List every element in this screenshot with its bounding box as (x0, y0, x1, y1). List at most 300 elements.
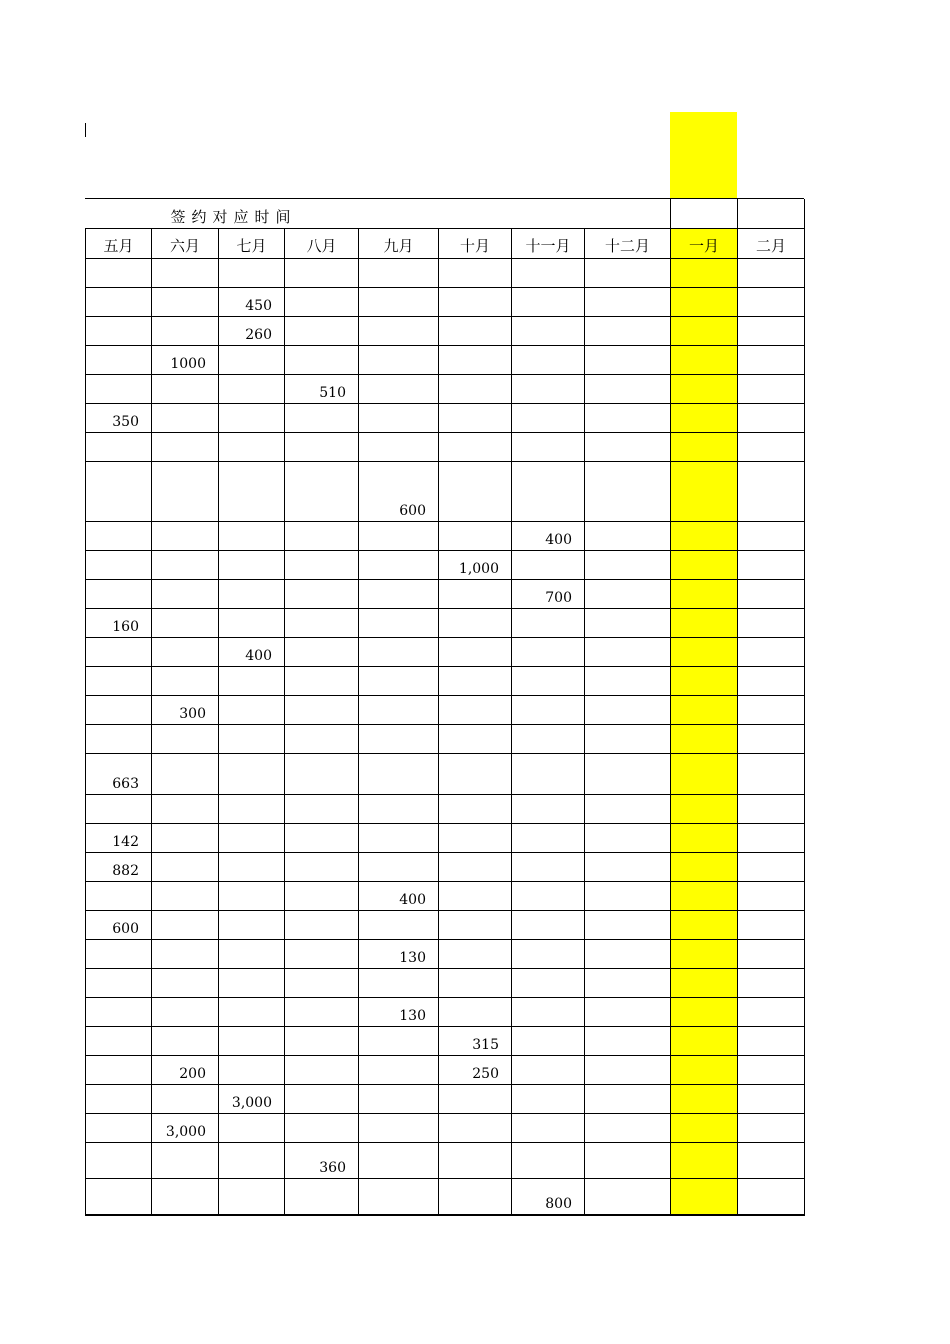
table-cell[interactable] (219, 910, 285, 939)
table-cell[interactable] (738, 997, 805, 1026)
table-cell[interactable] (738, 1178, 805, 1215)
table-cell[interactable] (671, 374, 738, 403)
table-cell[interactable] (359, 823, 439, 852)
table-cell[interactable]: 400 (219, 637, 285, 666)
table-cell[interactable] (219, 997, 285, 1026)
table-cell[interactable] (439, 345, 512, 374)
sheet-title[interactable]: 签约对应时间 (86, 199, 671, 228)
table-cell[interactable]: 450 (219, 287, 285, 316)
table-cell[interactable] (439, 374, 512, 403)
table-cell[interactable] (585, 997, 671, 1026)
table-cell[interactable] (152, 316, 219, 345)
table-cell[interactable] (512, 550, 585, 579)
table-cell[interactable] (359, 666, 439, 695)
table-cell[interactable] (86, 550, 152, 579)
table-cell[interactable] (671, 997, 738, 1026)
table-cell[interactable] (219, 608, 285, 637)
table-cell[interactable] (671, 724, 738, 753)
table-cell[interactable] (219, 374, 285, 403)
table-cell[interactable] (285, 1055, 359, 1084)
table-cell[interactable] (86, 881, 152, 910)
table-cell[interactable] (285, 724, 359, 753)
table-cell[interactable] (86, 1113, 152, 1142)
table-cell[interactable] (512, 461, 585, 521)
table-cell[interactable] (671, 881, 738, 910)
table-cell[interactable] (152, 461, 219, 521)
table-cell[interactable] (219, 345, 285, 374)
table-cell[interactable] (359, 1113, 439, 1142)
table-cell[interactable] (439, 258, 512, 287)
table-cell[interactable] (439, 695, 512, 724)
table-cell[interactable] (152, 968, 219, 997)
table-cell[interactable] (359, 258, 439, 287)
table-cell[interactable] (439, 432, 512, 461)
table-cell[interactable] (86, 1055, 152, 1084)
table-cell[interactable] (359, 374, 439, 403)
table-cell[interactable] (285, 432, 359, 461)
table-cell[interactable]: 3,000 (219, 1084, 285, 1113)
table-cell[interactable] (152, 852, 219, 881)
table-cell[interactable] (512, 939, 585, 968)
table-cell[interactable] (738, 968, 805, 997)
table-cell[interactable] (585, 910, 671, 939)
table-cell[interactable] (285, 666, 359, 695)
table-cell[interactable] (219, 1026, 285, 1055)
table-cell[interactable] (86, 1084, 152, 1113)
table-cell[interactable] (359, 1055, 439, 1084)
table-cell[interactable] (512, 637, 585, 666)
table-cell[interactable] (585, 316, 671, 345)
table-cell[interactable] (671, 910, 738, 939)
table-cell[interactable] (585, 579, 671, 608)
table-cell[interactable]: 600 (359, 461, 439, 521)
table-cell[interactable] (86, 461, 152, 521)
table-cell[interactable] (671, 939, 738, 968)
table-cell[interactable] (671, 579, 738, 608)
table-cell[interactable] (585, 852, 671, 881)
table-cell[interactable] (285, 881, 359, 910)
table-cell[interactable] (359, 695, 439, 724)
table-cell[interactable] (219, 939, 285, 968)
month-header-10[interactable]: 二月 (738, 228, 805, 258)
table-cell[interactable] (439, 794, 512, 823)
table-cell[interactable] (512, 997, 585, 1026)
table-cell[interactable] (512, 345, 585, 374)
table-cell[interactable] (512, 608, 585, 637)
table-cell[interactable] (285, 997, 359, 1026)
table-cell[interactable] (439, 1142, 512, 1178)
table-cell[interactable] (512, 1055, 585, 1084)
table-cell[interactable]: 315 (439, 1026, 512, 1055)
table-cell[interactable] (439, 608, 512, 637)
table-cell[interactable] (359, 403, 439, 432)
table-cell[interactable] (738, 287, 805, 316)
table-cell[interactable] (738, 521, 805, 550)
table-cell[interactable] (585, 521, 671, 550)
table-cell[interactable] (738, 794, 805, 823)
table-cell[interactable] (359, 1084, 439, 1113)
table-cell[interactable] (738, 1142, 805, 1178)
table-cell[interactable] (738, 1026, 805, 1055)
table-cell[interactable] (738, 403, 805, 432)
table-cell[interactable] (671, 287, 738, 316)
table-cell[interactable] (738, 345, 805, 374)
table-cell[interactable] (359, 345, 439, 374)
table-cell[interactable] (512, 823, 585, 852)
table-cell[interactable] (219, 794, 285, 823)
table-cell[interactable] (285, 345, 359, 374)
table-cell[interactable]: 360 (285, 1142, 359, 1178)
table-cell[interactable] (219, 753, 285, 794)
table-cell[interactable] (152, 637, 219, 666)
table-cell[interactable] (738, 461, 805, 521)
table-cell[interactable] (285, 258, 359, 287)
table-cell[interactable] (585, 968, 671, 997)
table-cell[interactable] (512, 753, 585, 794)
table-cell[interactable] (152, 823, 219, 852)
month-header-4[interactable]: 八月 (285, 228, 359, 258)
table-cell[interactable] (359, 521, 439, 550)
table-cell[interactable] (671, 432, 738, 461)
table-cell[interactable] (219, 724, 285, 753)
table-cell[interactable] (152, 753, 219, 794)
table-cell[interactable] (671, 1055, 738, 1084)
table-cell[interactable] (671, 968, 738, 997)
table-cell[interactable] (671, 666, 738, 695)
table-cell[interactable] (671, 521, 738, 550)
table-cell[interactable] (285, 1084, 359, 1113)
table-cell[interactable] (219, 823, 285, 852)
table-cell[interactable]: 400 (359, 881, 439, 910)
table-cell[interactable] (285, 608, 359, 637)
month-header-7[interactable]: 十一月 (512, 228, 585, 258)
table-cell[interactable] (439, 939, 512, 968)
table-cell[interactable] (585, 345, 671, 374)
table-cell[interactable] (671, 794, 738, 823)
table-cell[interactable] (152, 910, 219, 939)
table-cell[interactable] (285, 521, 359, 550)
table-cell[interactable] (585, 753, 671, 794)
table-cell[interactable] (285, 316, 359, 345)
table-cell[interactable] (219, 432, 285, 461)
title-blank-cell[interactable] (738, 199, 805, 228)
table-cell[interactable] (152, 666, 219, 695)
table-cell[interactable] (439, 521, 512, 550)
table-cell[interactable] (285, 968, 359, 997)
table-cell[interactable]: 700 (512, 579, 585, 608)
table-cell[interactable] (86, 432, 152, 461)
table-cell[interactable] (738, 316, 805, 345)
table-cell[interactable] (359, 724, 439, 753)
table-cell[interactable] (585, 287, 671, 316)
table-cell[interactable] (738, 695, 805, 724)
table-cell[interactable] (152, 403, 219, 432)
table-cell[interactable] (585, 1084, 671, 1113)
table-cell[interactable] (86, 724, 152, 753)
table-cell[interactable] (585, 403, 671, 432)
table-cell[interactable] (152, 608, 219, 637)
table-cell[interactable] (738, 1055, 805, 1084)
table-cell[interactable]: 250 (439, 1055, 512, 1084)
table-cell[interactable] (671, 461, 738, 521)
table-cell[interactable] (152, 724, 219, 753)
table-cell[interactable] (152, 374, 219, 403)
table-cell[interactable] (152, 881, 219, 910)
table-cell[interactable] (86, 695, 152, 724)
table-cell[interactable] (738, 637, 805, 666)
table-cell[interactable] (671, 1026, 738, 1055)
table-cell[interactable] (219, 1113, 285, 1142)
table-cell[interactable] (439, 461, 512, 521)
table-cell[interactable] (359, 608, 439, 637)
table-cell[interactable]: 882 (86, 852, 152, 881)
table-cell[interactable] (219, 968, 285, 997)
table-cell[interactable] (512, 724, 585, 753)
table-cell[interactable] (585, 724, 671, 753)
table-cell[interactable] (512, 374, 585, 403)
table-cell[interactable] (585, 1055, 671, 1084)
table-cell[interactable]: 600 (86, 910, 152, 939)
table-cell[interactable] (359, 1142, 439, 1178)
table-cell[interactable] (585, 666, 671, 695)
table-cell[interactable] (285, 794, 359, 823)
table-cell[interactable] (738, 910, 805, 939)
table-cell[interactable] (285, 579, 359, 608)
table-cell[interactable] (285, 695, 359, 724)
table-cell[interactable] (585, 1142, 671, 1178)
table-cell[interactable] (585, 432, 671, 461)
table-cell[interactable] (671, 1178, 738, 1215)
table-cell[interactable] (738, 852, 805, 881)
table-cell[interactable] (671, 852, 738, 881)
table-cell[interactable] (439, 1178, 512, 1215)
table-cell[interactable] (285, 1178, 359, 1215)
table-cell[interactable] (86, 374, 152, 403)
table-cell[interactable] (285, 753, 359, 794)
table-cell[interactable] (359, 316, 439, 345)
table-cell[interactable] (285, 461, 359, 521)
table-cell[interactable] (152, 1084, 219, 1113)
table-cell[interactable] (738, 374, 805, 403)
table-cell[interactable]: 260 (219, 316, 285, 345)
table-cell[interactable] (152, 794, 219, 823)
table-cell[interactable] (219, 403, 285, 432)
table-cell[interactable] (359, 1178, 439, 1215)
month-header-8[interactable]: 十二月 (585, 228, 671, 258)
table-cell[interactable] (585, 1113, 671, 1142)
table-cell[interactable] (585, 823, 671, 852)
table-cell[interactable]: 130 (359, 939, 439, 968)
table-cell[interactable] (738, 823, 805, 852)
table-cell[interactable] (671, 1084, 738, 1113)
table-cell[interactable] (512, 432, 585, 461)
table-cell[interactable] (285, 637, 359, 666)
table-cell[interactable] (512, 695, 585, 724)
table-cell[interactable] (738, 1084, 805, 1113)
table-cell[interactable]: 130 (359, 997, 439, 1026)
table-cell[interactable] (512, 968, 585, 997)
table-cell[interactable] (359, 794, 439, 823)
table-cell[interactable] (671, 608, 738, 637)
table-cell[interactable] (439, 724, 512, 753)
table-cell[interactable] (219, 1178, 285, 1215)
table-cell[interactable] (86, 579, 152, 608)
month-header-2[interactable]: 六月 (152, 228, 219, 258)
table-cell[interactable] (585, 258, 671, 287)
table-cell[interactable] (439, 910, 512, 939)
table-cell[interactable] (512, 666, 585, 695)
table-cell[interactable] (359, 968, 439, 997)
table-cell[interactable] (585, 550, 671, 579)
table-cell[interactable]: 510 (285, 374, 359, 403)
table-cell[interactable] (512, 910, 585, 939)
table-cell[interactable] (671, 823, 738, 852)
table-cell[interactable] (585, 881, 671, 910)
month-header-3[interactable]: 七月 (219, 228, 285, 258)
month-header-9[interactable]: 一月 (671, 228, 738, 258)
table-cell[interactable] (86, 521, 152, 550)
table-cell[interactable] (738, 1113, 805, 1142)
table-cell[interactable] (738, 881, 805, 910)
table-cell[interactable] (359, 550, 439, 579)
table-cell[interactable] (152, 258, 219, 287)
table-cell[interactable] (285, 823, 359, 852)
table-cell[interactable] (439, 881, 512, 910)
month-header-5[interactable]: 九月 (359, 228, 439, 258)
table-cell[interactable] (512, 794, 585, 823)
table-cell[interactable] (152, 432, 219, 461)
table-cell[interactable] (738, 724, 805, 753)
table-cell[interactable]: 663 (86, 753, 152, 794)
table-cell[interactable] (439, 753, 512, 794)
table-cell[interactable] (439, 823, 512, 852)
table-cell[interactable] (671, 258, 738, 287)
table-cell[interactable] (738, 608, 805, 637)
table-cell[interactable] (285, 287, 359, 316)
table-cell[interactable] (359, 753, 439, 794)
table-cell[interactable] (671, 753, 738, 794)
table-cell[interactable] (671, 695, 738, 724)
table-cell[interactable] (585, 1178, 671, 1215)
table-cell[interactable] (219, 852, 285, 881)
table-cell[interactable] (285, 1113, 359, 1142)
table-cell[interactable] (152, 939, 219, 968)
table-cell[interactable] (86, 939, 152, 968)
table-cell[interactable] (86, 1178, 152, 1215)
table-cell[interactable] (86, 666, 152, 695)
table-cell[interactable] (219, 258, 285, 287)
table-cell[interactable] (738, 579, 805, 608)
table-cell[interactable] (219, 461, 285, 521)
table-cell[interactable] (439, 403, 512, 432)
table-cell[interactable] (219, 550, 285, 579)
table-cell[interactable] (512, 1084, 585, 1113)
table-cell[interactable] (86, 637, 152, 666)
table-cell[interactable] (585, 939, 671, 968)
table-cell[interactable] (219, 521, 285, 550)
table-cell[interactable] (439, 287, 512, 316)
table-cell[interactable] (738, 666, 805, 695)
table-cell[interactable] (439, 1084, 512, 1113)
table-cell[interactable] (585, 461, 671, 521)
table-cell[interactable] (439, 997, 512, 1026)
table-cell[interactable] (439, 968, 512, 997)
table-cell[interactable] (671, 637, 738, 666)
table-cell[interactable]: 1000 (152, 345, 219, 374)
table-cell[interactable] (86, 345, 152, 374)
table-cell[interactable] (86, 258, 152, 287)
table-cell[interactable] (738, 939, 805, 968)
table-cell[interactable] (359, 1026, 439, 1055)
table-cell[interactable] (512, 403, 585, 432)
table-cell[interactable] (738, 753, 805, 794)
table-cell[interactable]: 200 (152, 1055, 219, 1084)
table-cell[interactable] (285, 550, 359, 579)
table-cell[interactable] (86, 794, 152, 823)
table-cell[interactable] (219, 1142, 285, 1178)
table-cell[interactable] (512, 881, 585, 910)
table-cell[interactable] (671, 316, 738, 345)
month-header-1[interactable]: 五月 (86, 228, 152, 258)
table-cell[interactable] (152, 550, 219, 579)
table-cell[interactable] (152, 1178, 219, 1215)
table-cell[interactable] (219, 1055, 285, 1084)
table-cell[interactable] (671, 345, 738, 374)
table-cell[interactable]: 800 (512, 1178, 585, 1215)
table-cell[interactable] (439, 316, 512, 345)
table-cell[interactable] (512, 1113, 585, 1142)
table-cell[interactable] (738, 550, 805, 579)
table-cell[interactable] (152, 287, 219, 316)
table-cell[interactable] (359, 432, 439, 461)
table-cell[interactable] (359, 287, 439, 316)
table-cell[interactable] (285, 910, 359, 939)
table-cell[interactable] (359, 637, 439, 666)
table-cell[interactable] (86, 1026, 152, 1055)
table-cell[interactable] (671, 1113, 738, 1142)
table-cell[interactable]: 3,000 (152, 1113, 219, 1142)
table-cell[interactable] (512, 852, 585, 881)
table-cell[interactable] (219, 881, 285, 910)
table-cell[interactable]: 1,000 (439, 550, 512, 579)
table-cell[interactable] (671, 403, 738, 432)
table-cell[interactable] (585, 1026, 671, 1055)
table-cell[interactable] (219, 579, 285, 608)
table-cell[interactable] (512, 1142, 585, 1178)
table-cell[interactable] (439, 637, 512, 666)
table-cell[interactable] (86, 287, 152, 316)
table-cell[interactable] (512, 287, 585, 316)
table-cell[interactable] (86, 316, 152, 345)
table-cell[interactable] (671, 1142, 738, 1178)
table-cell[interactable]: 400 (512, 521, 585, 550)
table-cell[interactable]: 300 (152, 695, 219, 724)
table-cell[interactable] (585, 695, 671, 724)
table-cell[interactable] (585, 608, 671, 637)
table-cell[interactable] (152, 521, 219, 550)
table-cell[interactable] (86, 997, 152, 1026)
table-cell[interactable] (439, 666, 512, 695)
table-cell[interactable] (219, 695, 285, 724)
table-cell[interactable]: 160 (86, 608, 152, 637)
table-cell[interactable] (359, 910, 439, 939)
title-blank-cell[interactable] (671, 199, 738, 228)
table-cell[interactable] (671, 550, 738, 579)
table-cell[interactable] (152, 1026, 219, 1055)
table-cell[interactable] (439, 1113, 512, 1142)
table-cell[interactable] (359, 852, 439, 881)
table-cell[interactable] (738, 432, 805, 461)
